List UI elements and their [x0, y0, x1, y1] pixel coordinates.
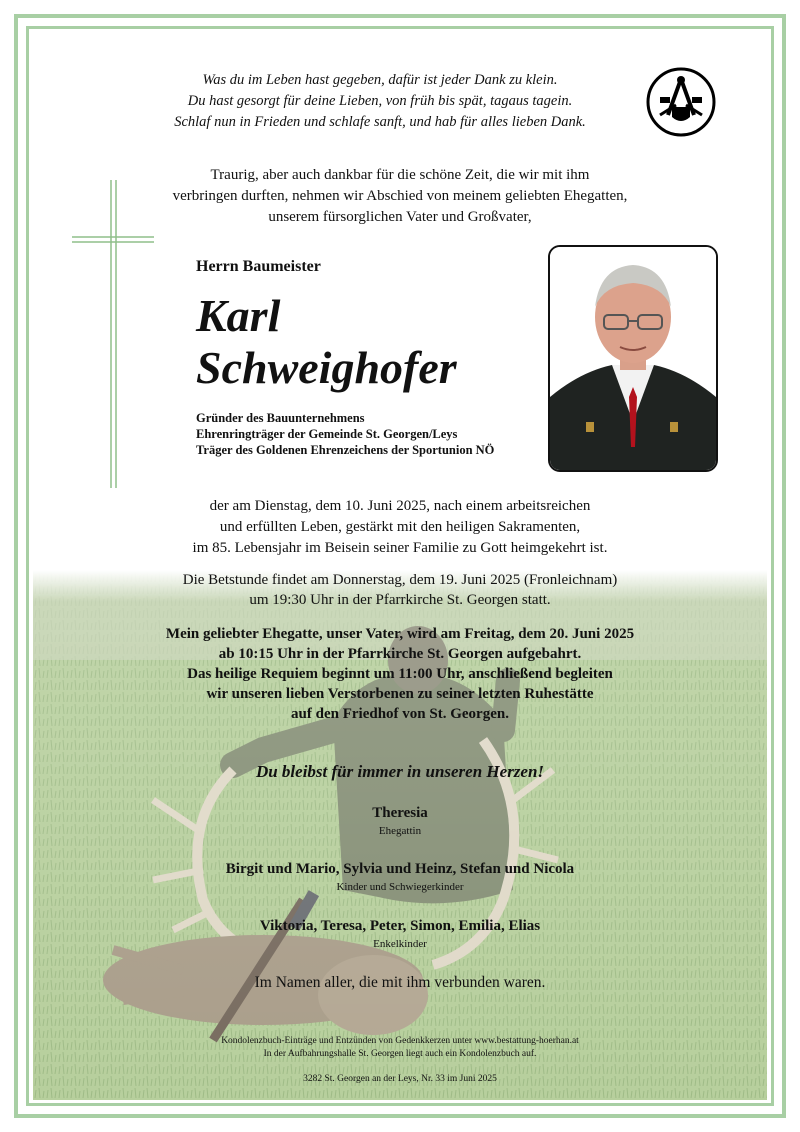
family-group-spouse: [60, 805, 740, 837]
family-names: Viktoria, Teresa, Peter, Simon, Emilia, Elias: [259, 918, 541, 934]
honor-item: Ehrenringträger der Gemeinde St. Georgen/Leys: [196, 427, 458, 441]
prayer-line: um 19:30 Uhr in der Pfarrkirche St. Georgen statt.: [249, 592, 551, 608]
portrait-photo: [548, 245, 718, 472]
family-names: Birgit und Mario, Sylvia und Heinz, Stefan und Nicola: [225, 861, 575, 877]
motto-line: Schlaf nun in Frieden und schlafe sanft, und hab für alles lieben Dank.: [174, 114, 586, 130]
condolence-line: In der Aufbahrungshalle St. Georgen liegt auch ein Kondolenzbuch auf.: [263, 1049, 537, 1059]
intro-line: Traurig, aber auch dankbar für die schöne Zeit, die wir mit ihm: [210, 167, 590, 183]
deceased-name: [196, 290, 457, 394]
salutation: Herrn Baumeister: [196, 258, 321, 275]
honor-item: Gründer des Bauunternehmens: [196, 411, 365, 425]
cross-icon: [70, 180, 160, 490]
family-group-grandchildren: [60, 918, 740, 950]
funeral-info: [60, 624, 740, 724]
passing-line: der am Dienstag, dem 10. Juni 2025, nach einem arbeitsreichen: [209, 498, 591, 514]
family-role: Ehegattin: [378, 825, 422, 837]
passing-line: im 85. Lebensjahr im Beisein seiner Familie zu Gott heimgekehrt ist.: [192, 540, 608, 556]
motto-line: Du hast gesorgt für deine Lieben, von früh bis spät, tagaus tagein.: [187, 93, 573, 109]
funeral-line: Das heilige Requiem beginnt um 11:00 Uhr, anschließend begleiten: [187, 666, 613, 682]
family-role: Kinder und Schwiegerkinder: [336, 881, 464, 893]
builders-guild-emblem-icon: [646, 67, 716, 137]
intro-line: verbringen durften, nehmen wir Abschied von meinem geliebten Ehegatten,: [172, 188, 628, 204]
place-date: 3282 St. Georgen an der Leys, Nr. 33 im Juni 2025: [303, 1074, 497, 1084]
funeral-line: ab 10:15 Uhr in der Pfarrkirche St. Georgen aufgebahrt.: [218, 646, 582, 662]
intro-line: unserem fürsorglichen Vater und Großvater,: [268, 209, 532, 225]
family-group-children: [60, 861, 740, 893]
honors-list: [196, 410, 494, 458]
passing-line: und erfüllten Leben, gestärkt mit den heiligen Sakramenten,: [219, 519, 581, 535]
passing-text: [60, 496, 740, 559]
remembrance-line: Du bleibst für immer in unseren Herzen!: [255, 762, 545, 781]
last-name: Schweighofer: [196, 342, 457, 393]
closing-line: Im Namen aller, die mit ihm verbunden waren.: [254, 974, 546, 991]
funeral-line: Mein geliebter Ehegatte, unser Vater, wird am Freitag, dem 20. Juni 2025: [165, 626, 635, 642]
motto-verse: [140, 70, 620, 133]
intro-text: [60, 165, 740, 228]
funeral-line: auf den Friedhof von St. Georgen.: [291, 706, 509, 722]
condolence-line: Kondolenzbuch-Einträge und Entzünden von Gedenkkerzen unter www.bestattung-hoerhan.at: [221, 1036, 579, 1046]
funeral-line: wir unseren lieben Verstorbenen zu seiner letzten Ruhestätte: [206, 686, 594, 702]
prayer-info: [60, 570, 740, 610]
prayer-line: Die Betstunde findet am Donnerstag, dem 19. Juni 2025 (Fronleichnam): [182, 572, 618, 588]
first-name: Karl: [196, 290, 281, 341]
motto-line: Was du im Leben hast gegeben, dafür ist jeder Dank zu klein.: [202, 72, 558, 88]
family-names: Theresia: [372, 805, 428, 821]
condolence-note: [60, 1035, 740, 1061]
family-role: Enkelkinder: [373, 938, 427, 950]
honor-item: Träger des Goldenen Ehrenzeichens der Sportunion NÖ: [196, 443, 495, 457]
